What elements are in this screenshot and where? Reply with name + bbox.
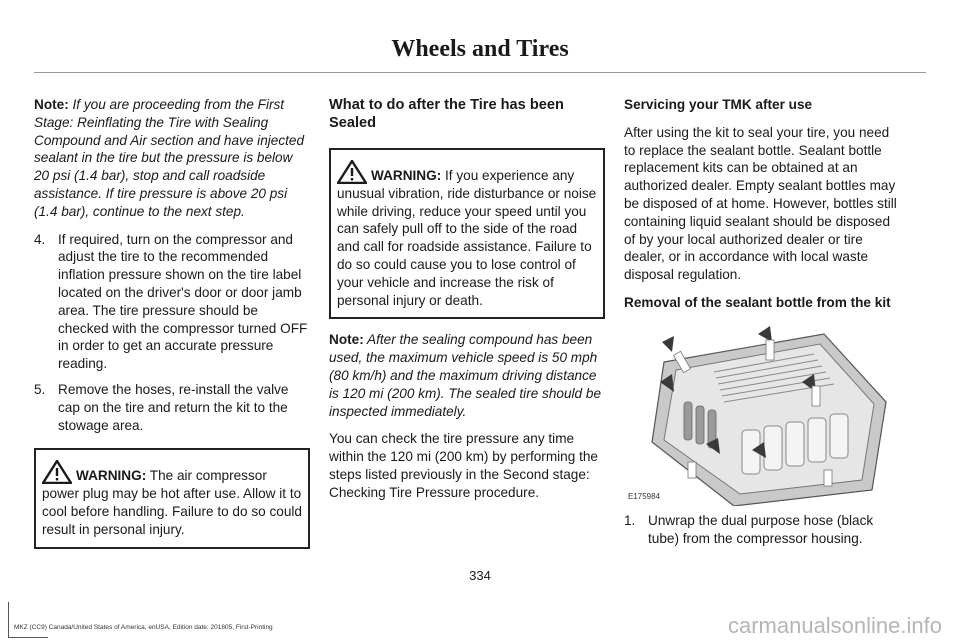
list-item [34,231,310,373]
step-list [624,512,900,548]
warning-box [34,448,310,548]
note-text: After the sealing compound has been used, the maximum vehicle speed is 50 mph (80 km/h) and the maximum driving distance is 120 mi (200 km). The sealed tire should be inspected immediately. [329,332,602,419]
corner-mark [8,637,48,638]
step-text: Remove the hoses, re-install the valve cap on the tire and return the kit to the stowage area. [58,381,289,433]
warning-label: WARNING: [76,468,147,484]
note-paragraph [34,96,310,221]
step-number: 1. [624,512,636,528]
note-paragraph [329,331,605,420]
warning-box [329,148,605,319]
header-divider [34,72,926,73]
note-label: Note: [329,332,364,348]
warning-triangle-icon [337,160,367,184]
step-number: 5. [34,381,46,397]
watermark: carmanualsonline.info [727,613,942,638]
note-text: If you are proceeding from the First Stage: Reinflating the Tire with Sealing Compound and Air section and have injected sealant in the tire but the pressure is below 20 psi (1.4 bar), stop and call roadside assistance. If tire pressure is above 20 psi (1.4 bar), continue to the next step. [34,97,305,219]
edition-footer: MKZ (CC9) Canada/United States of America, enUSA, Edition date: 201805, First-Printing [14,624,273,631]
body-paragraph: After using the kit to seal your tire, you need to replace the sealant bottle. Sealant bottle replacement kits can be obtained at an authorized dealer. Empty sealant bottles may be disposed of at home. However, bottles still containing liquid sealant should be disposed of by your local authorized dealer or tire dealer, or in accordance with local waste disposal regulation. [624,124,897,283]
warning-label: WARNING: [371,168,442,183]
sealant-kit-drawing [624,322,900,506]
list-item [624,512,900,548]
column-2 [329,96,605,512]
step-text: Unwrap the dual purpose hose (black tube) from the compressor housing. [648,512,874,546]
step-text: If required, turn on the compressor and adjust the tire to the recommended inflation pressure shown on the tire label located on the driver's door or door jamb area. The tire pressure should be checked with the compressor turned OFF in order to get an accurate pressure reading. [58,231,308,372]
corner-mark [8,602,9,638]
list-item [34,381,310,434]
section-heading: Servicing your TMK after use [624,97,813,112]
figure-id: E175984 [628,491,661,501]
warning-triangle-icon [42,460,72,484]
warning-text: The air compressor power plug may be hot after use. Allow it to cool before handling. Failure to do so could result in personal injury. [42,468,302,537]
sealant-kit-illustration [624,322,900,506]
section-heading: What to do after the Tire has been Sealed [329,97,564,131]
body-paragraph: You can check the tire pressure any time within the 120 mi (200 km) by performing the steps listed previously in the Second stage: Checking Tire Pressure procedure. [329,431,598,500]
page-title: Wheels and Tires [391,36,569,62]
warning-text: If you experience any unusual vibration, ride disturbance or noise while driving, reduce your speed until you can safely pull off to the side of the road and call for roadside assistance. Failure to do so could cause you to lose control of your vehicle and increase the risk of personal injury or death. [337,168,597,308]
column-1 [34,96,310,561]
step-list [34,231,310,435]
step-number: 4. [34,231,46,247]
page-number: 334 [469,568,491,583]
subsection-heading: Removal of the sealant bottle from the kit [624,294,891,310]
note-label: Note: [34,97,69,112]
column-3 [624,96,900,561]
